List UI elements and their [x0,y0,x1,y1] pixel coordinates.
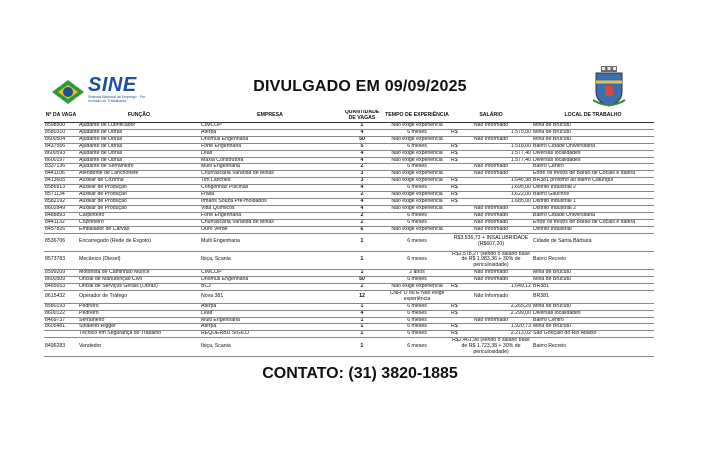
job-experience: Não exige experiência [384,178,450,185]
salary-value: 1.685,00 [510,198,531,204]
job-code: 8457826 [44,226,78,233]
job-location: Mina de Brucutu [532,129,654,136]
job-quantity: 12 [340,290,384,303]
table-row [44,219,654,226]
job-code: 8536706 [44,233,78,251]
job-experience: Não exige experiência [384,284,450,291]
table-row [44,212,654,219]
job-quantity: 50 [340,136,384,143]
job-code: 8600504 [44,136,78,143]
job-company: Multi Engenharia [200,317,340,324]
job-location: BR381 [532,284,654,291]
job-location: São Gonçalo do Rio Abaixo [532,331,654,338]
job-quantity: 1 [340,270,384,277]
table-row [44,310,654,317]
salary-currency: R$ [451,177,458,184]
job-role: Embalador de Carvão [78,226,200,233]
job-salary: R$2.578,27 (sendo o salário base de R$ 1.983,36 + 30% de periculosidade) [450,251,532,270]
job-location: BR381 próximo ao bairro Catungui [532,178,654,185]
job-role: Ajudante de Obras [78,129,200,136]
job-company: Aterpa [200,324,340,331]
job-code: 8615432 [44,290,78,303]
job-location: Distrito Industrial 2 [532,185,654,192]
job-experience: 2 anos [384,270,450,277]
job-role: Atendente de Lanchonete [78,171,200,178]
job-quantity: 4 [340,157,384,164]
job-code: 8605481 [44,324,78,331]
job-location: Diversas localidades [532,150,654,157]
job-company: REQUERBU SIGILO [200,331,340,338]
job-quantity: 1 [340,317,384,324]
table-row [44,331,654,338]
job-experience: Não exige experiência [384,205,450,212]
job-role: Ajudante de Obras [78,157,200,164]
job-salary [450,192,532,199]
job-code: 8602849 [44,205,78,212]
job-role: Serralheiro [78,317,200,324]
job-salary [450,198,532,205]
job-salary [450,324,532,331]
table-row [44,270,654,277]
job-role: Técnico em Segurança do Trabalho [78,331,200,338]
job-quantity: 1 [340,123,384,130]
job-experience: 6 meses [384,212,450,219]
job-experience: Não exige experiência [384,198,450,205]
job-location: Mina de Brucutu [532,136,654,143]
job-experience: 6 meses [384,317,450,324]
job-code: 8600509 [44,277,78,284]
table-row [44,198,654,205]
salary-currency: R$ [451,157,458,163]
job-company: Aterpa [200,303,340,310]
job-role: Auxiliar de Cozinha [78,178,200,185]
job-salary: Não Informado [450,171,532,178]
job-quantity: 5 [340,143,384,150]
job-company: Irmãos Souza Pré-moldados [200,198,340,205]
job-company: Lealt [200,310,340,317]
job-code: 8582192 [44,198,78,205]
job-experience: Não exige experiência [384,150,450,157]
job-experience: 6 meses [384,251,450,270]
table-row [44,136,654,143]
job-experience: CNH: D ou E Não exige experiência [384,290,450,303]
salary-currency: R$ [451,303,458,309]
job-salary [450,185,532,192]
salary-currency: R$ [451,283,458,290]
job-role: Ajudante de Lubrificador [78,123,200,130]
table-row [44,284,654,291]
job-code: 8599209 [44,270,78,277]
table-row [44,290,654,303]
table-row [44,205,654,212]
column-header-company: EMPRESA [200,110,340,123]
job-code: 8573783 [44,251,78,270]
job-salary: Não Informado [450,123,532,130]
job-location: Mina de Brucutu [532,123,654,130]
job-salary: Não Informado [450,164,532,171]
job-code: 8580193 [44,303,78,310]
job-code: 8496283 [44,338,78,357]
job-salary: Não Informado [450,270,532,277]
job-company: Fralia [200,192,340,199]
job-location: Bairro Recreio [532,251,654,270]
job-location: Bairro Centro [532,164,654,171]
job-location: Mina de Brucutu [532,270,654,277]
job-quantity: 2 [340,212,384,219]
job-salary: R$2.461,98 (sendo o salário base de R$ 1.723,38 + 30% de periculosidade) [450,338,532,357]
job-role: Sinaleiro Rigger [78,324,200,331]
job-location: Diversas localidades [532,157,654,164]
job-code: 8598500 [44,123,78,130]
job-salary [450,178,532,185]
job-location: Bairro Recreio [532,338,654,357]
job-code: 8337136 [44,164,78,171]
job-company: Multi Engenharia [200,164,340,171]
job-company: CIMCOP [200,270,340,277]
table-row [44,143,654,150]
job-quantity: 2 [340,192,384,199]
job-salary: Não Informado [450,226,532,233]
job-role: Oficial de Serviços Gerais (Obras) [78,284,200,291]
salary-value: 1.622,00 [510,191,531,198]
column-header-location: LOCAL DE TRABALHO [532,110,654,123]
job-location: Distrito Industrial [532,226,654,233]
job-code: 8571134 [44,192,78,199]
job-location: Bairro Cidade Universitária [532,212,654,219]
job-quantity: 1 [340,338,384,357]
job-quantity: 1 [340,233,384,251]
salary-currency: R$ [451,198,458,204]
job-company: Lealt [200,150,340,157]
job-quantity: 4 [340,198,384,205]
job-quantity: 2 [340,284,384,291]
salary-value: 1.649,12 [510,283,531,290]
job-role: Cozinheiro [78,219,200,226]
salary-currency: R$ [451,150,458,156]
municipal-crest-icon [592,66,626,108]
job-salary: Não Informado [450,136,532,143]
job-location: Diversas localidades [532,310,654,317]
job-company: Dhomus Engenharia [200,136,340,143]
table-row [44,303,654,310]
job-quantity: 4 [340,129,384,136]
page-title: DIVULGADO EM 09/09/2025 [253,78,467,95]
job-company: Dhomus Engenharia [200,277,340,284]
job-company: CIMCOP [200,123,340,130]
job-quantity: 2 [340,219,384,226]
job-salary [450,284,532,291]
salary-value: 2.213,02 [510,330,531,337]
job-code: 8441106 [44,171,78,178]
job-experience: 6 meses [384,310,450,317]
job-code: 8488893 [44,212,78,219]
job-experience: 6 meses [384,324,450,331]
job-quantity: 6 [340,226,384,233]
column-header-code: Nº DA VAGA [44,110,78,123]
salary-value: 1.920,73 [510,323,531,330]
job-location: Mina de Brucutu [532,277,654,284]
job-company: Vitta Químicos [200,205,340,212]
job-company: Forte Engenharia [200,212,340,219]
job-company: Churrascaria Varanda de Minas [200,171,340,178]
job-role: Auxiliar de Produção [78,185,200,192]
job-role: Oficial de Manutenção Civil [78,277,200,284]
column-header-salary: SALÁRIO [450,110,532,123]
job-experience: 6 meses [384,143,450,150]
salary-currency: R$ [451,330,458,337]
job-experience: 6 meses [384,303,450,310]
job-location: BR381 [532,290,654,303]
job-salary: Não Informado [450,212,532,219]
job-role: Motorista de Caminhão Munck [78,270,200,277]
column-header-qty: QUANTIDADE DE VAGAS [340,110,384,123]
table-row [44,157,654,164]
table-row [44,129,654,136]
salary-value: 1.518,00 [510,143,531,149]
job-company: Tim Lanches [200,178,340,185]
job-salary [450,331,532,338]
table-row [44,171,654,178]
job-location: Cidade de Santa Bárbara [532,233,654,251]
job-quantity: 1 [340,251,384,270]
job-experience: 6 meses [384,129,450,136]
job-company: Congonhas Piscinas [200,185,340,192]
job-company: Maxia Construtora [200,157,340,164]
salary-value: 1.695,00 [510,184,531,191]
job-company: Ibiça, Scania [200,251,340,270]
salary-value: 1.577,40 [510,150,531,156]
salary-currency: R$ [451,310,458,316]
job-quantity: 4 [340,205,384,212]
logo-word: SINE [88,74,137,96]
job-quantity: 1 [340,303,384,310]
job-role: Carpinteiro [78,212,200,219]
job-location: Bairro Gaúchos [532,192,654,199]
job-salary [450,310,532,317]
job-salary: Não Informado [450,290,532,303]
job-role: Auxiliar de Produção [78,192,200,199]
salary-value: 1.577,40 [510,157,531,163]
job-location: Bairro Centro [532,317,654,324]
job-company: Nova 381 [200,290,340,303]
table-row [44,192,654,199]
salary-value: 2.265,29 [510,303,531,309]
table-row [44,317,654,324]
table-row [44,226,654,233]
job-location: Mina de Brucutu [532,324,654,331]
job-role: Auxiliar de Produção [78,205,200,212]
job-experience: Não exige experiência [384,192,450,199]
job-quantity: 4 [340,310,384,317]
job-role: Vendedor [78,338,200,357]
job-experience: Não exige experiência [384,226,450,233]
salary-value: 1.646,98 [510,177,531,184]
job-location: Entre os trevos de Barão de Cocais e Itabira [532,171,654,178]
job-company: Multi Engenharia [200,233,340,251]
job-quantity: 1 [340,331,384,338]
salary-value: 1.575,00 [510,129,531,135]
table-row [44,164,654,171]
table-row [44,178,654,185]
table-row [44,338,654,357]
job-code: 8465653 [44,284,78,291]
job-role: Auxiliar de Produção [78,198,200,205]
job-experience: 6 meses [384,277,450,284]
salary-currency: R$ [451,129,458,135]
job-salary: Não Informado [450,205,532,212]
job-salary [450,129,532,136]
job-quantity: 50 [340,277,384,284]
job-company: Aterpa [200,129,340,136]
job-code: 8413605 [44,178,78,185]
job-code [44,331,78,338]
job-role: Pedreiro [78,303,200,310]
table-row [44,277,654,284]
job-salary: Não Informado [450,219,532,226]
jobs-table [44,110,654,357]
job-code: 8600593 [44,150,78,157]
job-role: Ajudante de Obras [78,143,200,150]
job-quantity: 2 [340,164,384,171]
job-experience: 6 meses [384,338,450,357]
job-role: Operador de Tráfego [78,290,200,303]
job-salary: Não Informado [450,317,532,324]
job-role: Encarregado (Rede de Esgoto) [78,233,200,251]
job-experience: Não exige experiência [384,171,450,178]
job-company: Churrascaria Varanda de Minas [200,219,340,226]
job-quantity: 1 [340,324,384,331]
table-row [44,324,654,331]
job-role: Mecânico (Diesel) [78,251,200,270]
job-location: Distrito Industrial 1 [532,198,654,205]
job-experience: Não exige experiência [384,157,450,164]
job-salary: R$3.536,73 + INSALUBRIDADE (R$607,20) [450,233,532,251]
job-role: Pedreiro [78,310,200,317]
job-code: 8437556 [44,143,78,150]
job-salary [450,150,532,157]
column-header-role: FUNÇÃO [78,110,200,123]
job-quantity: 3 [340,171,384,178]
job-experience: Não exige experiência [384,136,450,143]
table-row [44,185,654,192]
job-code: 8441132 [44,219,78,226]
salary-currency: R$ [451,143,458,149]
job-code: 8580310 [44,129,78,136]
job-location: Distrito Industrial 2 [532,205,654,212]
job-location: Mina de Brucutu [532,303,654,310]
salary-currency: R$ [451,191,458,198]
job-experience: 6 meses [384,164,450,171]
job-salary [450,157,532,164]
job-salary: Não Informado [450,277,532,284]
job-experience: 6 meses [384,185,450,192]
job-experience: 6 meses [384,219,450,226]
job-role: Ajudante de Obras [78,136,200,143]
table-row [44,233,654,251]
salary-currency: R$ [451,323,458,330]
job-salary [450,143,532,150]
table-row [44,251,654,270]
job-role: Ajudante de Obras [78,150,200,157]
table-row [44,123,654,130]
logo-subtitle: Sistema Nacional de Emprego · Por Inclusão do Trabalhador [88,95,146,104]
job-quantity: 3 [340,178,384,185]
job-code: 8600122 [44,310,78,317]
job-company: Ibiça, Scania [200,338,340,357]
job-location: Entre os trevos de Barão de Cocais e Itabira [532,219,654,226]
job-experience: Não exige experiência [384,123,450,130]
job-quantity: 4 [340,185,384,192]
salary-currency: R$ [451,184,458,191]
job-quantity: 4 [340,150,384,157]
job-experience: 6 meses [384,233,450,251]
job-company: BC2 [200,284,340,291]
table-header-row [44,110,654,123]
job-location: Bairro Cidade Universitária [532,143,654,150]
column-header-experience: TEMPO DE EXPERIÊNCIA [384,110,450,123]
job-code: 8600197 [44,157,78,164]
job-salary [450,303,532,310]
job-company: Forte Engenharia [200,143,340,150]
contact-footer: CONTATO: (31) 3820-1885 [262,365,458,382]
job-company: Ouro Verde [200,226,340,233]
job-experience: 6 meses [384,331,450,338]
job-code: 8586913 [44,185,78,192]
table-row [44,150,654,157]
salary-value: 2.299,00 [510,310,531,316]
job-code: 8469737 [44,317,78,324]
job-role: Ajudante de Serralheiro [78,164,200,171]
